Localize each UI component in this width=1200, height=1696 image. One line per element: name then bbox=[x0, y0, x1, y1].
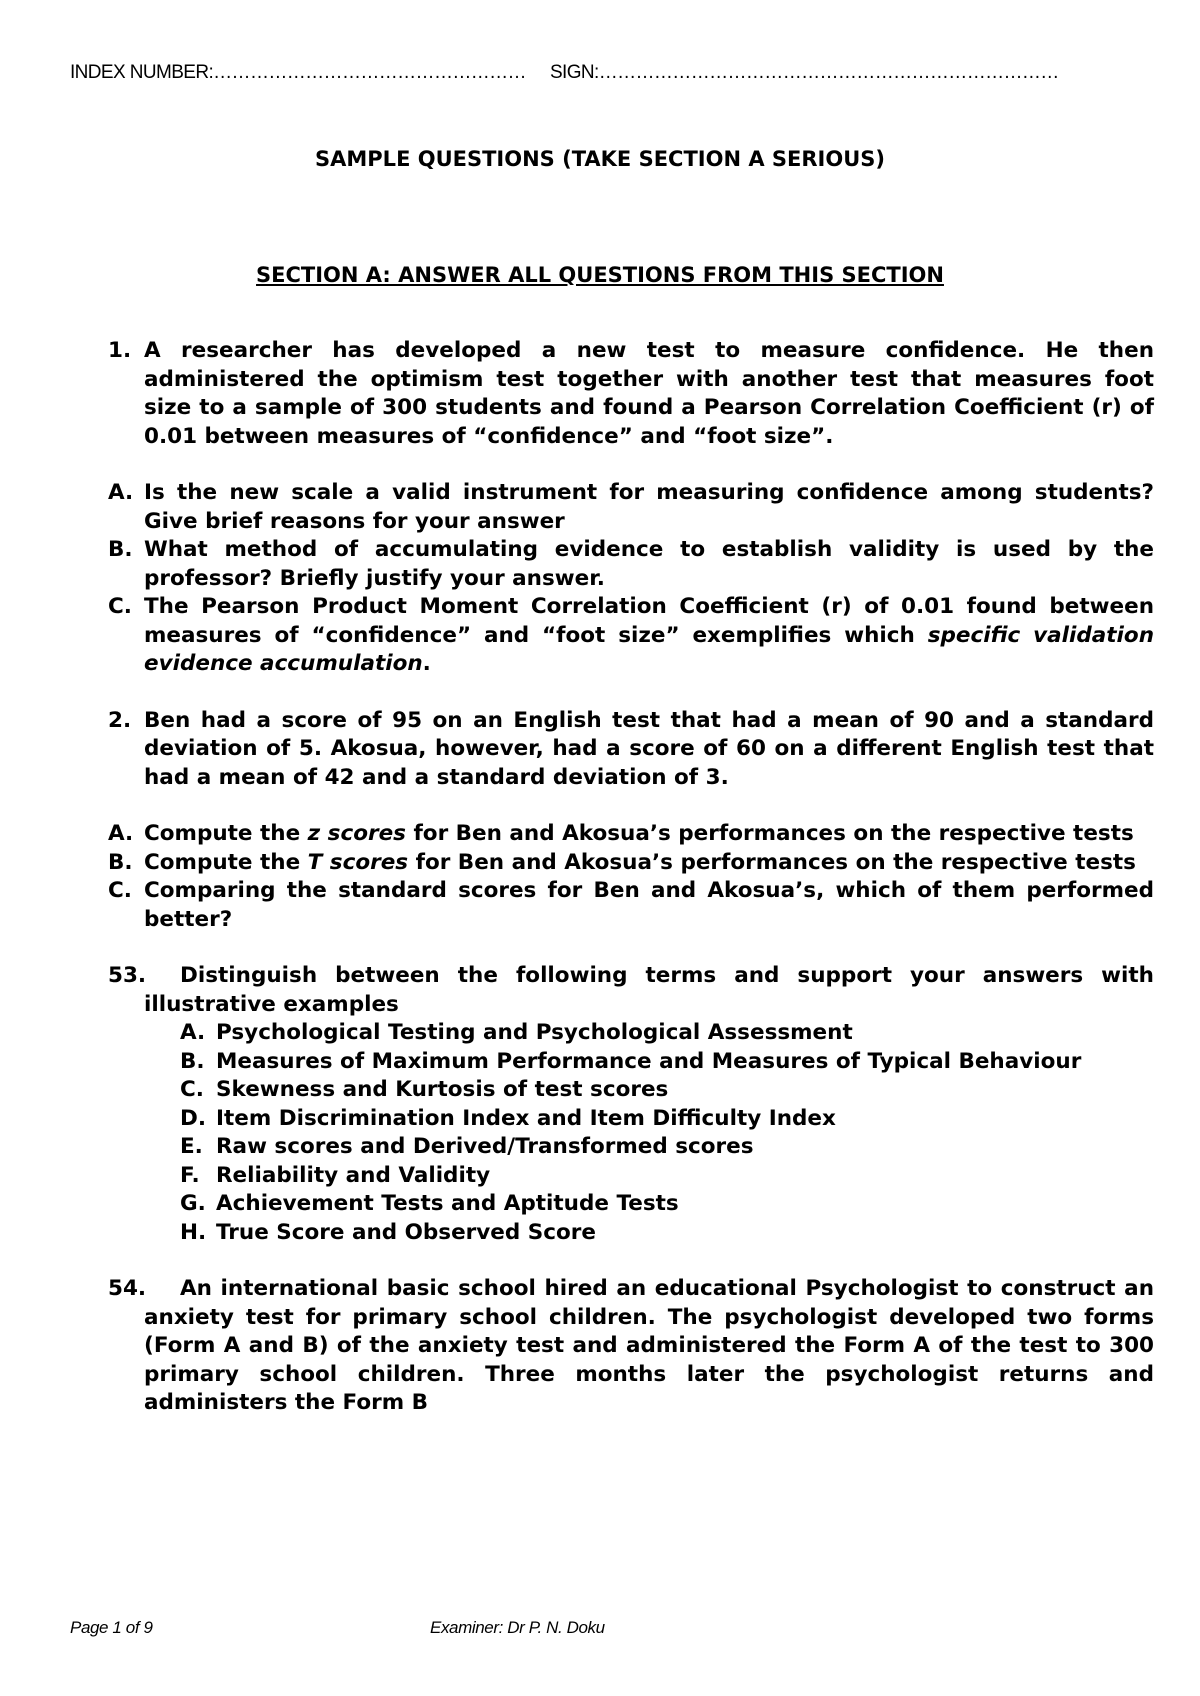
part-text: Is the new scale a valid instrument for measuring confidence among students? Give brief reasons for your answer bbox=[144, 480, 1154, 534]
list-item bbox=[180, 1076, 1154, 1105]
question-text: An international basic school hired an educational Psychologist to construct an anxiety test for primary school children. The psychologist developed two forms (Form A and B) of the anxiety test and administered the Form A of the test to 300 primary school children. Three months later the psychologist returns and administers the Form B bbox=[144, 1276, 1154, 1415]
part-text bbox=[144, 849, 1154, 878]
question-53-parts bbox=[180, 1019, 1154, 1247]
list-item bbox=[180, 1133, 1154, 1162]
part-text: What method of accumulating evidence to establish validity is used by the professor? Briefly justify your answer. bbox=[144, 537, 1154, 591]
page-title: SAMPLE QUESTIONS (TAKE SECTION A SERIOUS) bbox=[315, 147, 885, 171]
list-item bbox=[180, 1019, 1154, 1048]
part-text-end: . bbox=[422, 651, 431, 676]
part-text: Psychological Testing and Psychological Assessment bbox=[216, 1020, 853, 1045]
part-text-italic: T scores bbox=[307, 849, 409, 875]
section-a-heading: SECTION A: ANSWER ALL QUESTIONS FROM THIS SECTION bbox=[256, 263, 944, 287]
question-53 bbox=[108, 962, 1154, 1019]
question-2-part-a bbox=[108, 820, 1154, 849]
examiner-name: Examiner: Dr P. N. Doku bbox=[430, 1618, 605, 1637]
list-item bbox=[180, 1048, 1154, 1077]
question-1 bbox=[108, 337, 1154, 451]
part-text: Achievement Tests and Aptitude Tests bbox=[216, 1191, 679, 1216]
index-number-field: INDEX NUMBER:…………………………………………… bbox=[70, 62, 526, 83]
part-text: Skewness and Kurtosis of test scores bbox=[216, 1077, 669, 1102]
part-text bbox=[144, 593, 1154, 679]
part-text: Item Discrimination Index and Item Difficulty Index bbox=[216, 1105, 836, 1131]
question-text: A researcher has developed a new test to measure confidence. He then administered the optimism test together with another test that measures foot size to a sample of 300 students and found a Pearson Correlation Coefficient (r) of 0.01 between measures of “confidence” and “foot size”. bbox=[144, 338, 1154, 449]
question-number: 1. bbox=[108, 338, 132, 363]
page-number: Page 1 of 9 bbox=[70, 1618, 153, 1637]
part-text-italic: specific validation evidence accumulation bbox=[144, 622, 1154, 676]
part-letter: A. bbox=[108, 821, 134, 846]
question-text: Ben had a score of 95 on an English test that had a mean of 90 and a standard deviation of 5. Akosua, however, had a score of 60 on a different English test that had a mean of 42 and a standard deviation of 3. bbox=[144, 707, 1154, 790]
part-text: Measures of Maximum Performance and Measures of Typical Behaviour bbox=[216, 1048, 1082, 1074]
part-letter: C. bbox=[108, 878, 132, 903]
part-text: Reliability and Validity bbox=[216, 1162, 491, 1188]
part-letter: E. bbox=[180, 1134, 203, 1159]
part-letter: F. bbox=[180, 1162, 200, 1188]
question-2-part-b bbox=[108, 849, 1154, 878]
part-letter: C. bbox=[180, 1077, 204, 1102]
question-number: 2. bbox=[108, 707, 132, 733]
part-letter: D. bbox=[180, 1105, 207, 1131]
part-letter: C. bbox=[108, 594, 132, 619]
question-1-part-c bbox=[108, 593, 1154, 679]
question-1-part-a bbox=[108, 479, 1154, 536]
part-letter: A. bbox=[108, 480, 134, 505]
part-letter: A. bbox=[180, 1020, 206, 1045]
part-letter: B. bbox=[108, 537, 133, 562]
question-text: Distinguish between the following terms and support your answers with illustrative examples bbox=[144, 963, 1154, 1017]
part-text-italic: z scores bbox=[307, 821, 406, 846]
question-1-part-b bbox=[108, 536, 1154, 593]
part-letter: B. bbox=[180, 1048, 205, 1074]
part-text-main: The Pearson Product Moment Correlation Coefficient (r) of 0.01 found between measures of “confidence” and “foot size” exemplifies which bbox=[144, 594, 1154, 648]
question-2 bbox=[108, 707, 1154, 793]
part-letter: H. bbox=[180, 1219, 207, 1245]
sign-field: SIGN:………………………………………………………………… bbox=[549, 62, 1059, 83]
part-text-post: for Ben and Akosua’s performances on the respective tests bbox=[405, 821, 1134, 846]
list-item bbox=[180, 1190, 1154, 1219]
part-text: True Score and Observed Score bbox=[216, 1219, 596, 1245]
part-text: Comparing the standard scores for Ben and Akosua’s, which of them performed better? bbox=[144, 878, 1154, 932]
question-number: 53. bbox=[108, 963, 147, 988]
question-2-part-c bbox=[108, 877, 1154, 934]
question-number: 54. bbox=[108, 1276, 147, 1301]
part-text bbox=[144, 820, 1154, 849]
question-54 bbox=[108, 1275, 1154, 1418]
questions-body bbox=[108, 337, 1154, 1418]
list-item bbox=[180, 1162, 1154, 1191]
part-letter: B. bbox=[108, 849, 133, 875]
part-text: Raw scores and Derived/Transformed scores bbox=[216, 1134, 754, 1159]
part-text-pre: Compute the bbox=[144, 849, 308, 875]
list-item bbox=[180, 1219, 1154, 1248]
part-text-post: for Ben and Akosua’s performances on the respective tests bbox=[408, 849, 1136, 875]
index-sign-line bbox=[70, 62, 1059, 84]
list-item bbox=[180, 1105, 1154, 1134]
part-text-pre: Compute the bbox=[144, 821, 308, 846]
part-letter: G. bbox=[180, 1191, 206, 1216]
